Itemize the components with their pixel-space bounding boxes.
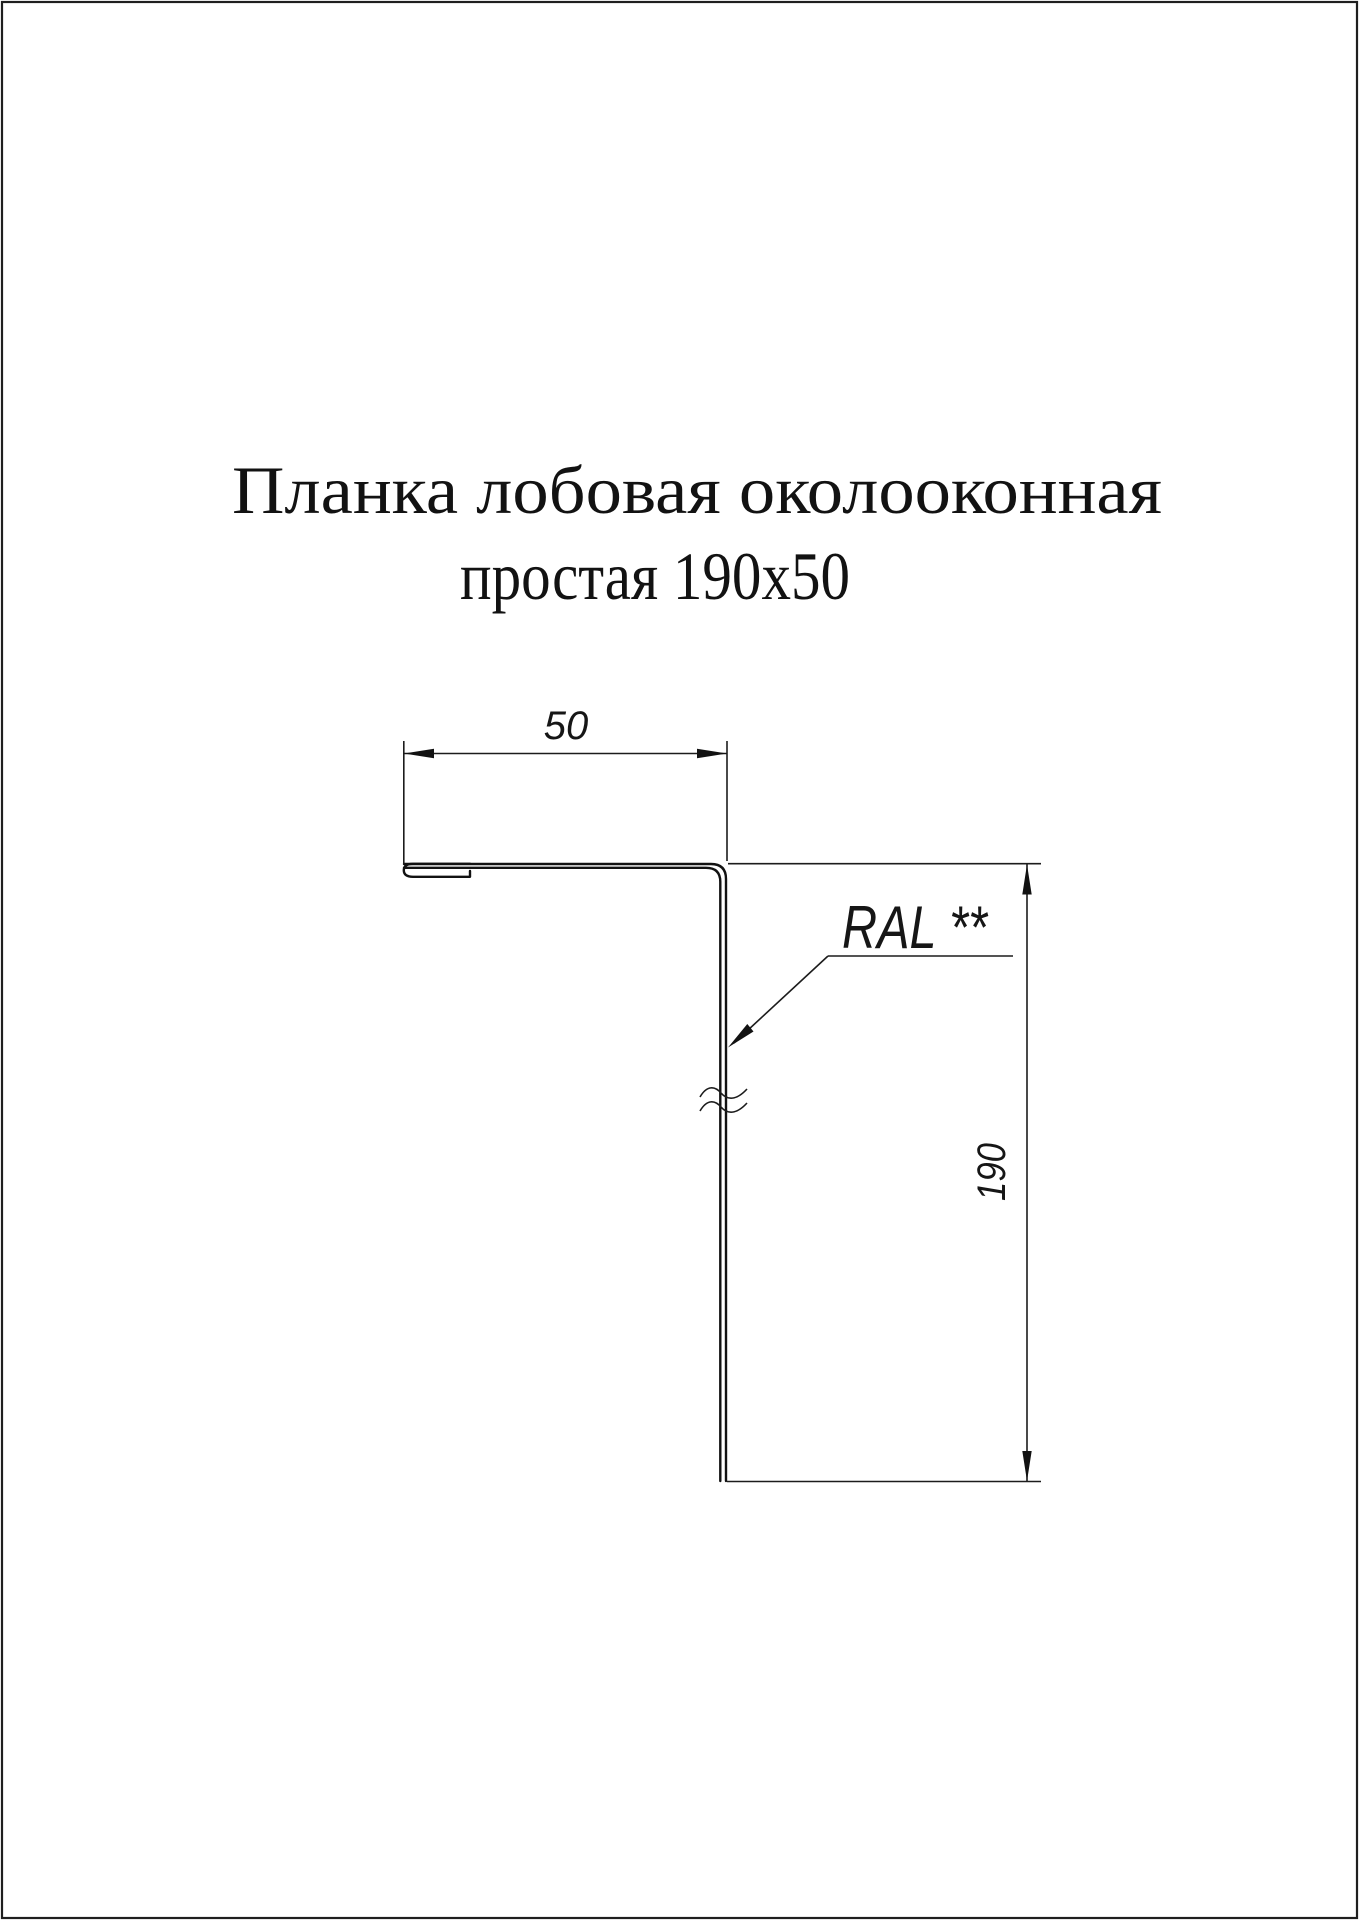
- page-frame: [2, 2, 1357, 1918]
- profile-inner-line: [404, 868, 720, 1481]
- height-dimension-label: 190: [970, 1134, 1014, 1201]
- width-dimension-label: 50: [543, 704, 589, 748]
- width-dimension: [404, 704, 727, 864]
- ral-label: RAL **: [842, 894, 989, 961]
- profile-outer-line: [404, 864, 726, 1481]
- profile-break-symbol: [700, 1088, 747, 1112]
- height-arrow-top: [1022, 865, 1031, 895]
- ral-annotation: [728, 894, 1013, 1048]
- drawing-title: [232, 452, 1162, 614]
- width-arrow-left: [404, 749, 434, 758]
- width-arrow-right: [697, 749, 727, 758]
- ral-leader-arrow: [728, 1024, 754, 1048]
- profile-hem-fold: [404, 864, 470, 877]
- height-arrow-bottom: [1022, 1451, 1031, 1481]
- title-line-1: Планка лобовая околооконная: [232, 452, 1162, 528]
- profile-drawing: [404, 864, 747, 1481]
- title-line-2: простая 190х50: [460, 538, 850, 614]
